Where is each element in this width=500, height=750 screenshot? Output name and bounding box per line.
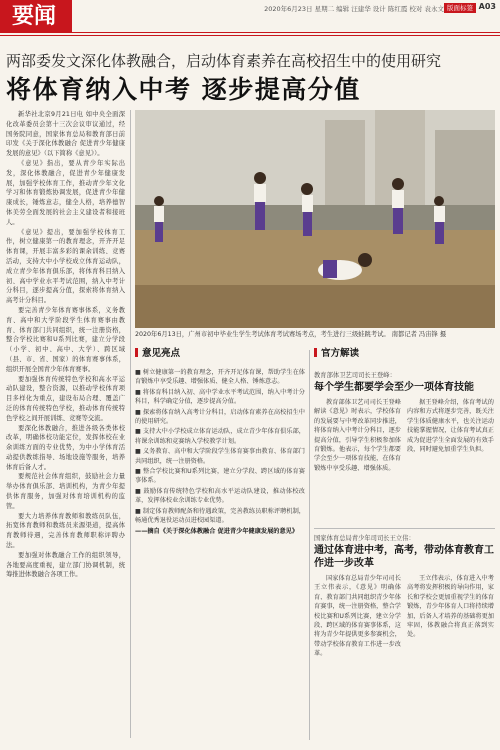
official-paragraph: 据王登峰介绍，体育考试的内容和方式将逐步完善，既关注学生体质健康水平，也关注运动技能掌握情况，让体育考试真正成为促进学生全面发展的有效手段，同时避免加重学生负担。 bbox=[407, 399, 494, 454]
highlight-item: ■ 支持大中小学校成立体育运动队，成立青少年体育俱乐部，将课余训练和竞赛纳入学校教学计划。 bbox=[135, 428, 305, 445]
lead-paragraph-6: 要规范社会体育组织，鼓励社会力量举办体育俱乐部、培训机构，为青少年提供体育服务，加强对体育培训机构的监管。 bbox=[6, 473, 125, 510]
masthead-tag: 版面标签 bbox=[444, 3, 476, 13]
second-article bbox=[314, 533, 495, 740]
official-heading: 官方解读 bbox=[314, 345, 359, 359]
highlight-item: ■ 义务教育、高中和大学阶段学生体育赛事由教育、体育部门共同组织，统一注册资格。 bbox=[135, 448, 305, 465]
column-divider bbox=[130, 110, 131, 738]
highlight-item: ■ 将体育科目纳入初、高中学业水平考试范围，纳入中考计分科目，科学确定分值，逐步提高分值。 bbox=[135, 388, 305, 406]
official-paragraph: 教育部体卫艺司司长王登峰解读《意见》时表示，学校体育的发展要与中考改革同步推进，将体育纳入中考计分科目，逐步提高分值，引导学生积极参加体育锻炼。他表示，每个学生都要学会至少一项体育技能，在体育锻炼中享受乐趣、增强体质。 bbox=[314, 399, 401, 472]
lead-paragraph-7: 要大力培养体育教师和教练员队伍，拓宽体育教师和教练员来源渠道，提高体育教师待遇，完善体育教师职称评聘办法。 bbox=[6, 512, 125, 550]
highlight-item: ■ 树立健康第一的教育理念，开齐开足体育课，帮助学生在体育锻炼中享受乐趣、增强体质、健全人格、锤炼意志。 bbox=[135, 369, 305, 386]
news-photo bbox=[135, 110, 495, 328]
lead-article bbox=[6, 110, 125, 742]
opinion-highlights bbox=[135, 356, 305, 738]
official-body bbox=[314, 398, 495, 473]
masthead bbox=[0, 0, 500, 33]
article-divider bbox=[314, 528, 495, 529]
second-paragraph: 国家体育总局青少年司司长王立伟表示，《意见》明确体育、教育部门共同组织青少年体育赛事，统一注册资格，整合学校比赛和U系列比赛，建立分学段、跨区域的体育赛事体系，这将为青少年提供更多参赛机会，带动学校体育教育工作进一步改革。 bbox=[314, 575, 401, 658]
lead-paragraph-3: 要完善青少年体育赛事体系，义务教育、高中和大学阶段学生体育赛事由教育、体育部门共同组织，统一注册资格，整合学校比赛和U系列比赛，建立分学段（小学、初中、高中、大学）、跨区域（县、市、省、国家）的体育赛事体系，组织开展全国青少年体育赛事。 bbox=[6, 306, 125, 373]
masthead-rule bbox=[72, 32, 500, 33]
subtitle: 两部委发文深化体教融合，启动体育素养在高校招生中的使用研究 bbox=[6, 52, 442, 70]
second-body bbox=[314, 574, 495, 659]
section-title: 要闻 bbox=[0, 0, 72, 33]
masthead-info: 2020年6月23日 星期二 编辑 汪建华 设计 陈红霞 校对 袁永文 bbox=[264, 5, 444, 13]
highlight-source: ——摘自《关于深化体教融合 促进青少年健康发展的意见》 bbox=[135, 527, 299, 535]
official-title: 每个学生都要学会至少一项体育技能 bbox=[314, 382, 474, 393]
highlight-item: ■ 整合学校比赛和U系列比赛，建立分学段、跨区域的体育赛事体系。 bbox=[135, 468, 305, 485]
highlight-item: ■ 鼓励体育传统特色学校和高水平运动队建设，推动体校改革，发挥体校业余训练专业优势。 bbox=[135, 487, 305, 505]
lead-paragraph-0: 新华社北京9月21日电 如中央全面深化改革委员会第十三次会议审议通过，经国务院同意，国家体育总局和教育部日前印发《关于深化体教融合 促进青少年健康发展的意见》（以下简称《意见》）。 bbox=[6, 111, 125, 158]
column-divider bbox=[309, 350, 310, 740]
highlight-item: ■ 制定体育教师配备和待遇政策，完善教练员职称评聘机制，畅通优秀退役运动员进校园渠道。 bbox=[135, 507, 305, 525]
page-headline: 将体育纳入中考 逐步提高分值 bbox=[6, 75, 361, 104]
photo-illustration bbox=[135, 110, 495, 328]
second-kicker: 国家体育总局青少年司司长王立伟： bbox=[314, 535, 415, 542]
lead-paragraph-8: 要加强对体教融合工作的组织领导，各地要高度重视，建立部门协调机制，统筹推进体教融合各项工作。 bbox=[6, 551, 125, 579]
second-paragraph: 王立伟表示，体育进入中考高考将发挥积极的导向作用，家长和学校会更加重视学生的体育锻炼，青少年体育人口将持续增加，后备人才培养的基础将更加牢固，体教融合将真正落到实处。 bbox=[407, 575, 494, 639]
official-kicker: 教育部体卫艺司司长王登峰： bbox=[314, 372, 396, 379]
second-title: 通过体育进中考，高考，带动体育教育工作进一步改革 bbox=[314, 545, 494, 569]
photo-caption: 2020年6月13日，广州市初中毕业生学生考试体育考试赛场考点，考生进行三级蛙跳考试。 南都记者 冯宙锋 摄 bbox=[135, 331, 447, 338]
opinion-heading: 意见亮点 bbox=[135, 345, 180, 359]
lead-paragraph-4: 要加强体育传统特色学校和高水平运动队建设，整合资源，以推动学校体育项目多样化为重点，建设布局合理、覆盖广泛的体育传统特色学校，推动体育传统特色学校之间开展训练、竞赛等交流。 bbox=[6, 375, 125, 422]
lead-paragraph-2: 《意见》提出，要加强学校体育工作，树立健康第一的教育理念，开齐开足体育课，开展丰富多彩的课余训练、竞赛活动，支持大中小学校成立体育运动队，成立青少年体育俱乐部，将体育科目纳入初、高中学业水平考试范围，纳入中考计分科目，逐步提高分值，探索将体育纳入高考计分科目。 bbox=[6, 228, 125, 305]
highlight-item: ■ 探索将体育纳入高考计分科目，启动体育素养在高校招生中的使用研究。 bbox=[135, 408, 305, 426]
lead-paragraph-1: 《意见》指出，要从青少年实际出发，深化体教融合，促进青少年健康发展，加强学校体育工作，推动青少年文化学习和体育锻炼协调发展，促进青少年健康成长，锤炼意志，健全人格，培养德智体美劳全面发展的社会主义建设者和接班人。 bbox=[6, 159, 125, 226]
header-divider bbox=[0, 35, 500, 36]
lead-paragraph-5: 要深化体教融合，推进各级各类体校改革，明确体校功能定位，发挥体校在业余训练方面的专业优势，为中小学体育活动提供教练指导、场地设施等服务，培养体育后备人才。 bbox=[6, 424, 125, 471]
page-number: A03 bbox=[478, 2, 496, 11]
